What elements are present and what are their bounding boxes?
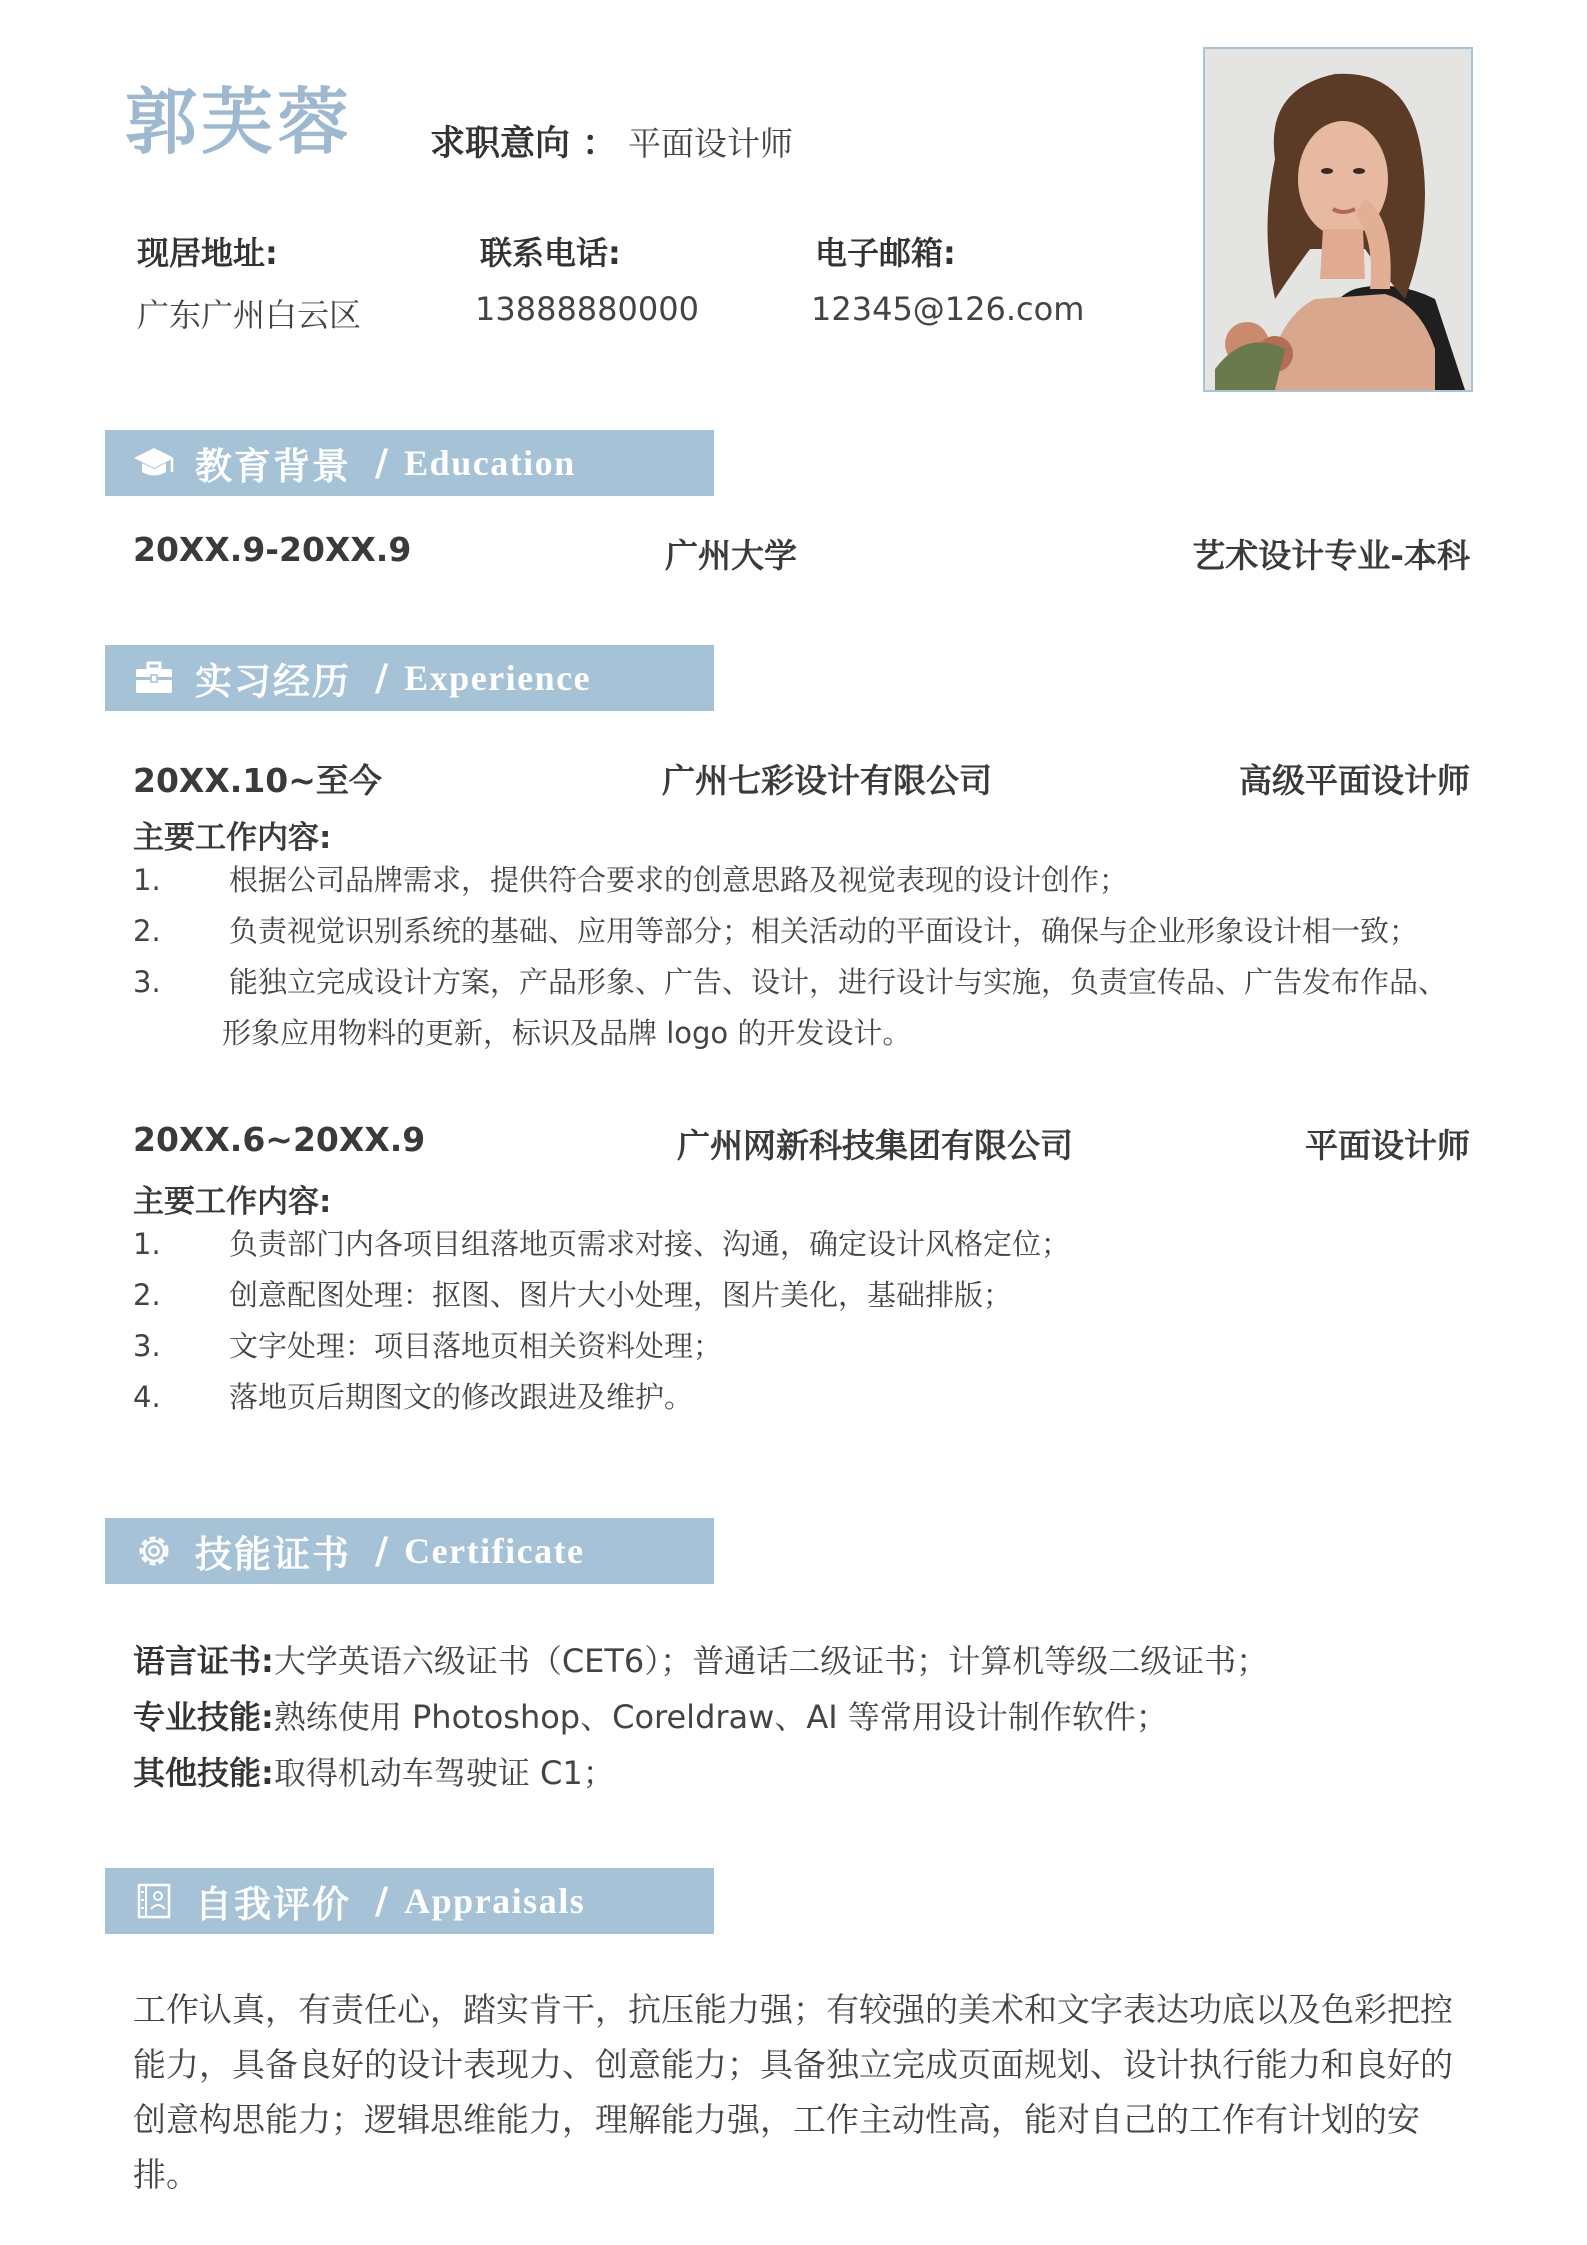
certificate-label: 其他技能:	[133, 1754, 274, 1792]
section-title-zh: 实习经历	[195, 660, 351, 703]
section-header-appraisals	[105, 1868, 714, 1934]
list-text: 落地页后期图文的修改跟进及维护。	[229, 1380, 694, 1414]
certificate-value: 熟练使用 Photoshop、Coreldraw、AI 等常用设计制作软件；	[273, 1698, 1168, 1736]
certificate-label: 专业技能:	[133, 1698, 274, 1736]
certificate-label: 语言证书:	[133, 1642, 274, 1680]
list-number: 4.	[133, 1380, 161, 1414]
self-appraisal-text: 工作认真，有责任心，踏实肯干，抗压能力强；有较强的美术和文字表达功底以及色彩把控能力，具备良好的设计表现力、创意能力；具备独立完成页面规划、设计执行能力和良好的创意构思能力；逻辑思维能力，理解能力强，工作主动性高，能对自己的工作有计划的安排。	[133, 1990, 1453, 2194]
profile-photo	[1203, 47, 1473, 392]
job-date: 20XX.6~20XX.9	[133, 1120, 426, 1159]
education-major: 艺术设计专业-本科	[1192, 536, 1470, 575]
job-duties-heading: 主要工作内容:	[133, 820, 332, 856]
phone-label: 联系电话:	[480, 234, 621, 272]
section-divider: /	[375, 1880, 389, 1922]
list-number: 3.	[133, 1329, 161, 1363]
education-school: 广州大学	[665, 536, 797, 575]
list-text: 能独立完成设计方案，产品形象、广告、设计，进行设计与实施，负责宣传品、广告发布作品、	[229, 965, 1448, 999]
notebook-icon	[131, 1881, 177, 1921]
list-text: 文字处理：项目落地页相关资料处理；	[229, 1329, 723, 1363]
job-duties-heading: 主要工作内容:	[133, 1184, 332, 1220]
portrait-illustration	[1205, 49, 1471, 390]
section-title-en: Education	[404, 443, 576, 483]
candidate-name: 郭芙蓉	[125, 80, 354, 164]
section-divider: /	[375, 1530, 389, 1572]
section-title-en: Appraisals	[404, 1881, 586, 1921]
job-title: 平面设计师	[1305, 1126, 1470, 1165]
certificate-line	[133, 1748, 615, 1794]
section-title-zh: 技能证书	[195, 1533, 351, 1576]
section-header-education	[105, 430, 714, 496]
list-text: 负责视觉识别系统的基础、应用等部分；相关活动的平面设计，确保与企业形象设计相一致；	[229, 914, 1419, 948]
list-text: 负责部门内各项目组落地页需求对接、沟通，确定设计风格定位；	[229, 1227, 1071, 1261]
list-text: 根据公司品牌需求，提供符合要求的创意思路及视觉表现的设计创作；	[229, 863, 1129, 897]
address-label: 现居地址:	[137, 234, 278, 272]
address-value: 广东广州白云区	[137, 296, 362, 334]
briefcase-icon	[131, 658, 177, 698]
section-divider: /	[375, 657, 389, 699]
education-date: 20XX.9-20XX.9	[133, 530, 412, 569]
section-header-certificate	[105, 1518, 714, 1584]
gear-icon	[131, 1531, 177, 1571]
certificate-value: 取得机动车驾驶证 C1；	[273, 1754, 615, 1792]
list-number: 2.	[133, 1278, 161, 1312]
phone-value: 13888880000	[475, 290, 699, 328]
list-text-continuation: 形象应用物料的更新，标识及品牌 logo 的开发设计。	[222, 1016, 912, 1050]
certificate-line	[133, 1692, 1168, 1738]
list-number: 3.	[133, 965, 161, 999]
section-header-experience	[105, 645, 714, 711]
certificate-line	[133, 1636, 1268, 1682]
job-title: 高级平面设计师	[1239, 761, 1470, 800]
email-label: 电子邮箱:	[815, 234, 956, 272]
certificate-value: 大学英语六级证书（CET6）；普通话二级证书；计算机等级二级证书；	[273, 1642, 1269, 1680]
job-intent-label: 求职意向 ：	[430, 124, 618, 164]
section-title-zh: 教育背景	[195, 445, 351, 488]
section-title-en: Certificate	[404, 1531, 585, 1571]
graduation-cap-icon	[131, 443, 177, 483]
job-company: 广州七彩设计有限公司	[662, 761, 992, 800]
section-divider: /	[375, 442, 389, 484]
section-title-en: Experience	[404, 658, 592, 698]
list-text: 创意配图处理：抠图、图片大小处理，图片美化，基础排版；	[229, 1278, 1013, 1312]
job-company: 广州网新科技集团有限公司	[677, 1126, 1073, 1165]
job-date: 20XX.10~至今	[133, 761, 382, 800]
list-number: 1.	[133, 863, 161, 897]
list-number: 2.	[133, 914, 161, 948]
job-intent-value: 平面设计师	[628, 124, 793, 163]
list-number: 1.	[133, 1227, 161, 1261]
email-value: 12345@126.com	[811, 290, 1085, 328]
section-title-zh: 自我评价	[195, 1883, 351, 1926]
